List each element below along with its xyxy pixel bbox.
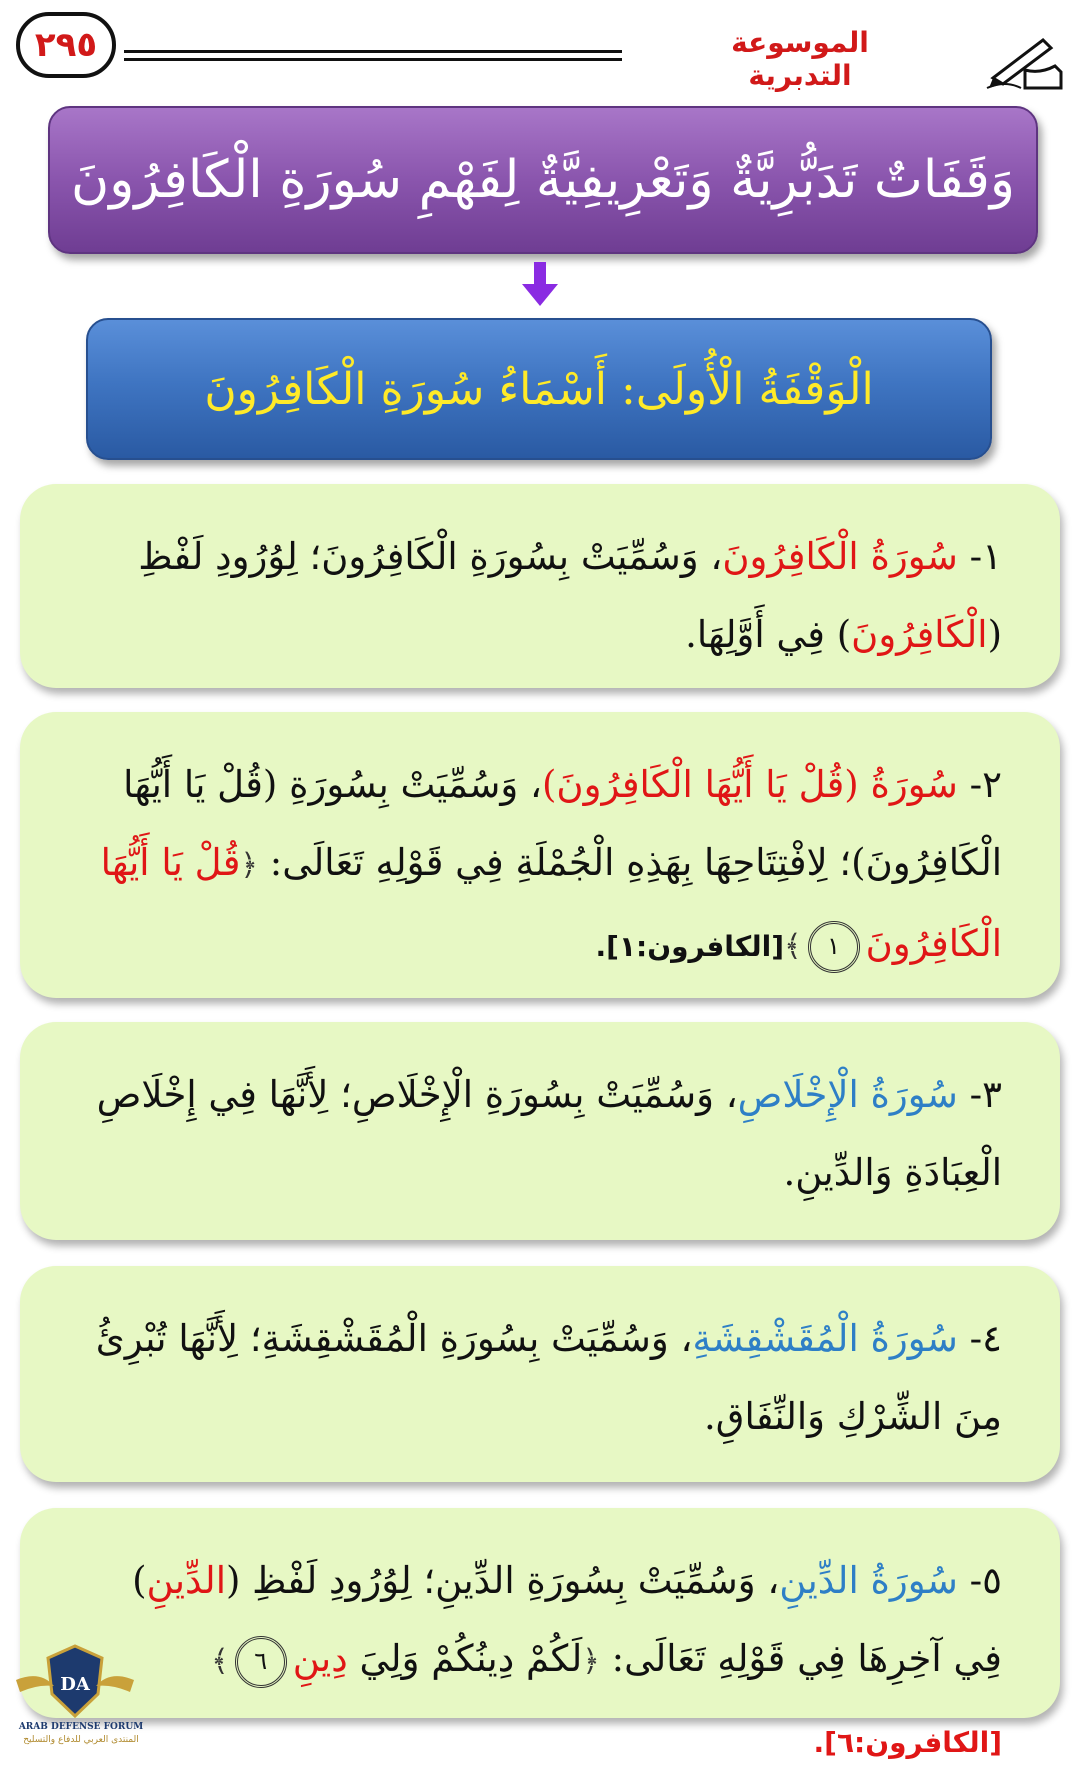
watermark-text: ARAB DEFENSE FORUM [18, 1722, 144, 1732]
surah-name: سُورَةُ الْإِخْلَاصِ [737, 1073, 958, 1116]
item-number: ٣- [957, 1073, 1002, 1116]
list-item [20, 712, 1060, 998]
verse-reference: [الكافرون:٦]. [813, 1726, 1002, 1759]
item-number: ٤- [957, 1317, 1002, 1360]
arrow-down-icon [522, 262, 558, 308]
quran-verse: قُلْ يَا أَيُّهَا الْكَافِرُونَ [100, 841, 1002, 965]
quran-verse-highlight: دِينِ [292, 1637, 348, 1680]
pen-writing-icon [985, 30, 1065, 90]
item-number: ٢- [957, 763, 1002, 806]
item-text: ، وَسُمِّيَتْ بِسُورَةِ الْكَافِرُونَ؛ لِوُرُودِ لَفْظِ ( [138, 535, 1002, 656]
list-item [20, 1266, 1060, 1482]
highlight-word: الدِّينِ [146, 1559, 226, 1602]
ornament-icon: ﴿ [582, 1644, 600, 1679]
item-number: ٥- [957, 1559, 1002, 1602]
page-number: ٢٩٥ [16, 12, 116, 78]
item-text: ) فِي آخِرِهَا فِي قَوْلِهِ تَعَالَى: [132, 1559, 1002, 1680]
section-title: الْوَقْفَةُ الْأُولَى: أَسْمَاءُ سُورَةِ الْكَافِرُونَ [86, 318, 992, 460]
item-number: ١- [957, 535, 1002, 578]
verse-reference: [الكافرون:١]. [595, 930, 785, 963]
logo-letters: DA [60, 1674, 90, 1695]
main-title: وَقَفَاتٌ تَدَبُّرِيَّةٌ وَتَعْرِيفِيَّةٌ لِفَهْمِ سُورَةِ الْكَافِرُونَ [48, 106, 1038, 254]
item-text: ، وَسُمِّيَتْ بِسُورَةِ الْإِخْلَاصِ؛ لِأَنَّهَا فِي إِخْلَاصِ الْعِبَادَةِ وَالدِّينِ. [96, 1073, 1002, 1194]
ornament-icon: ﴾ [211, 1644, 229, 1679]
header-rule [124, 58, 622, 61]
header-rule [124, 50, 622, 53]
surah-name: سُورَةُ الدِّينِ [779, 1559, 958, 1602]
ornament-icon: ﴾ [784, 929, 802, 964]
surah-name: سُورَةُ (قُلْ يَا أَيُّهَا الْكَافِرُونَ) [541, 763, 958, 806]
surah-name: سُورَةُ الْمُقَشْقِشَةِ [692, 1317, 958, 1360]
encyclopedia-title: الموسوعة التدبرية [731, 26, 869, 92]
ornament-icon: ﴿ [240, 848, 258, 883]
surah-name: سُورَةُ الْكَافِرُونَ [722, 535, 958, 578]
list-item [20, 484, 1060, 688]
item-text: ، وَسُمِّيَتْ بِسُورَةِ الدِّينِ؛ لِوُرُودِ لَفْظِ ( [225, 1559, 780, 1602]
highlight-word: الْكَافِرُونَ [851, 613, 988, 656]
ayah-number-badge: ١ [808, 921, 860, 973]
item-text: ، وَسُمِّيَتْ بِسُورَةِ الْمُقَشْقِشَةِ؛ لِأَنَّهَا تُبْرِئُ مِنَ الشِّرْكِ وَالنِّفَاقِ. [95, 1317, 1002, 1438]
watermark-subtext: المنتدى العربي للدفاع والتسليح [23, 1735, 139, 1745]
list-item [20, 1022, 1060, 1240]
item-text: ، وَسُمِّيَتْ بِسُورَةِ (قُلْ يَا أَيُّهَا الْكَافِرُونَ)؛ لِافْتِتَاحِهَا بِهَذِهِ الْجُمْلَةِ فِي قَوْلِهِ تَعَالَى: [123, 763, 1002, 884]
ayah-number-badge: ٦ [235, 1636, 287, 1688]
item-text: ) فِي أَوَّلِهَا. [685, 613, 852, 656]
quran-verse: لَكُمْ دِينُكُمْ وَلِيَ [347, 1637, 583, 1680]
